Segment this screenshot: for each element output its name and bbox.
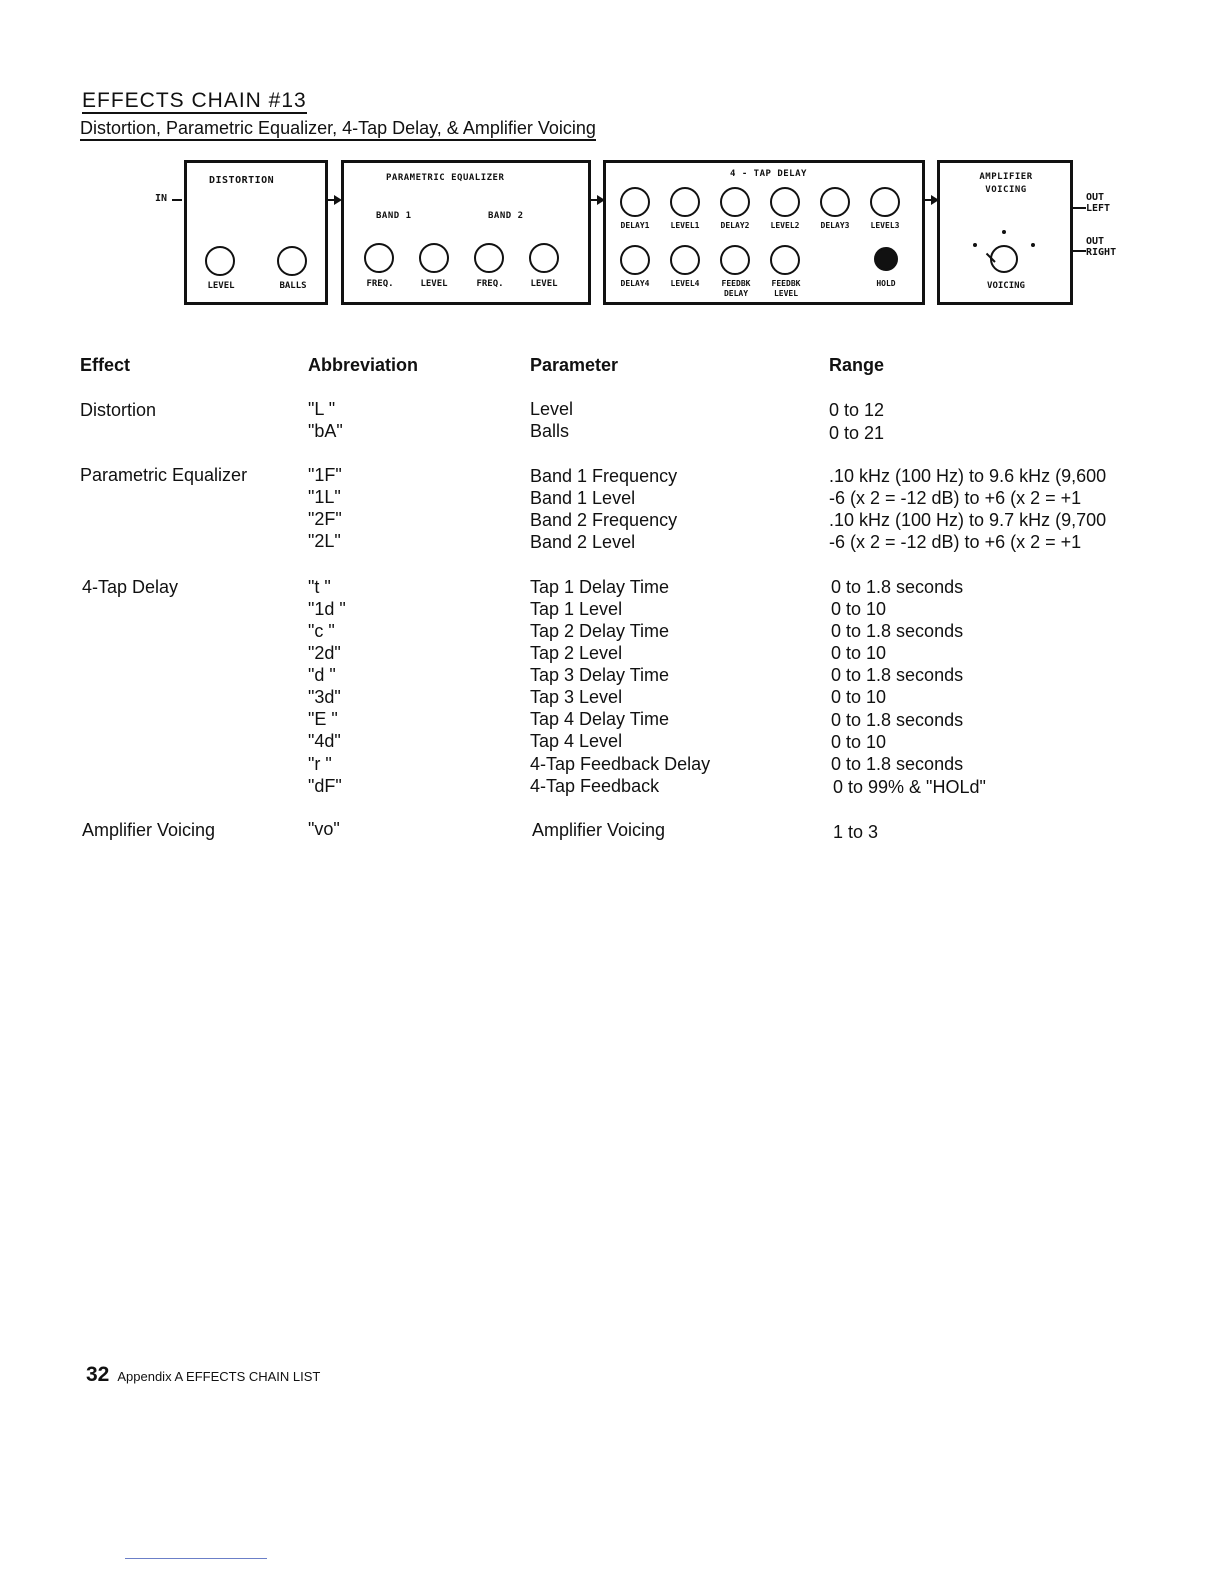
table-row: 0 to 12 bbox=[829, 400, 885, 420]
effect-amplifier-voicing: Amplifier Voicing bbox=[82, 820, 216, 840]
page-subtitle: Distortion, Parametric Equalizer, 4-Tap Delay, & Amplifier Voicing bbox=[80, 118, 596, 141]
table-row: "d " bbox=[308, 665, 336, 685]
feedback-delay-knob[interactable] bbox=[720, 245, 750, 275]
table-row: Tap 4 Level bbox=[530, 731, 623, 751]
table-row: "1d " bbox=[308, 599, 346, 619]
feedback-level-knob[interactable] bbox=[770, 245, 800, 275]
band2-level-knob[interactable] bbox=[529, 243, 559, 273]
table-row: 0 to 1.8 seconds bbox=[831, 665, 964, 685]
effect-parametric-equalizer: Parametric Equalizer bbox=[80, 465, 248, 485]
table-row: .10 kHz (100 Hz) to 9.7 kHz (9,700 bbox=[829, 510, 1107, 530]
distortion-title: DISTORTION bbox=[209, 175, 275, 186]
table-row: Amplifier Voicing bbox=[532, 820, 666, 840]
delay4-label: DELAY4 bbox=[620, 279, 650, 288]
distortion-balls-label: BALLS bbox=[279, 281, 307, 291]
level3-knob[interactable] bbox=[870, 187, 900, 217]
effects-chain-diagram bbox=[0, 0, 1224, 320]
table-row: Band 1 Level bbox=[530, 488, 636, 508]
level2-knob[interactable] bbox=[770, 187, 800, 217]
table-row: "2L" bbox=[308, 531, 341, 551]
table-row: 0 to 10 bbox=[831, 732, 887, 752]
table-row: Tap 3 Delay Time bbox=[530, 665, 670, 685]
hold-button[interactable] bbox=[874, 247, 898, 271]
table-row: Band 2 Level bbox=[530, 532, 636, 552]
table-row: "E " bbox=[308, 709, 338, 729]
page-title: EFFECTS CHAIN #13 bbox=[82, 89, 307, 112]
voicing-position-1 bbox=[973, 243, 977, 247]
band1-level-knob[interactable] bbox=[419, 243, 449, 273]
in-label: IN bbox=[155, 193, 168, 204]
level1-knob[interactable] bbox=[670, 187, 700, 217]
table-row: 0 to 1.8 seconds bbox=[831, 754, 964, 774]
table-row: Tap 1 Delay Time bbox=[530, 577, 670, 597]
delay3-knob[interactable] bbox=[820, 187, 850, 217]
header-parameter: Parameter bbox=[530, 355, 619, 375]
table-row: "1L" bbox=[308, 487, 341, 507]
out-left-wire bbox=[1072, 207, 1086, 209]
band1-label: BAND 1 bbox=[376, 211, 412, 221]
in-wire bbox=[172, 199, 182, 201]
delay1-knob[interactable] bbox=[620, 187, 650, 217]
table-row: "4d" bbox=[308, 731, 341, 751]
table-row: 0 to 99% & "HOLd" bbox=[833, 777, 986, 797]
table-row: 4-Tap Feedback bbox=[530, 776, 660, 796]
level4-label: LEVEL4 bbox=[670, 279, 700, 288]
equalizer-title: PARAMETRIC EQUALIZER bbox=[386, 173, 505, 183]
table-row: 0 to 10 bbox=[831, 599, 887, 619]
feedback-level-label: FEEDBK LEVEL bbox=[771, 279, 801, 298]
amplifier-title: AMPLIFIER VOICING bbox=[979, 172, 1033, 195]
distortion-level-knob[interactable] bbox=[205, 246, 235, 276]
table-row: Tap 3 Level bbox=[530, 687, 623, 707]
out-right-label: OUT RIGHT bbox=[1086, 236, 1117, 258]
page-footer bbox=[86, 1363, 320, 1387]
band1-freq-knob[interactable] bbox=[364, 243, 394, 273]
hold-label: HOLD bbox=[876, 279, 896, 288]
band1-level-label: LEVEL bbox=[420, 279, 448, 289]
table-row: -6 (x 2 = -12 dB) to +6 (x 2 = +1 bbox=[829, 488, 1082, 508]
out-left-label: OUT LEFT bbox=[1086, 192, 1111, 214]
table-row: "r " bbox=[308, 754, 332, 774]
voicing-label: VOICING bbox=[987, 281, 1025, 291]
table-row: "3d" bbox=[308, 687, 341, 707]
table-row: 0 to 1.8 seconds bbox=[831, 621, 964, 641]
table-row: "2F" bbox=[308, 509, 342, 529]
band1-freq-label: FREQ. bbox=[366, 279, 394, 289]
delay2-label: DELAY2 bbox=[720, 221, 750, 230]
band2-level-label: LEVEL bbox=[530, 279, 558, 289]
table-row: 4-Tap Feedback Delay bbox=[530, 754, 711, 774]
table-row: 0 to 10 bbox=[831, 687, 887, 707]
table-row: "t " bbox=[308, 577, 331, 597]
distortion-level-label: LEVEL bbox=[207, 281, 235, 291]
level3-label: LEVEL3 bbox=[870, 221, 900, 230]
delay-box bbox=[603, 160, 925, 305]
table-row: Tap 1 Level bbox=[530, 599, 623, 619]
header-abbreviation: Abbreviation bbox=[308, 355, 419, 375]
page-number: 32 bbox=[86, 1363, 110, 1386]
table-row: .10 kHz (100 Hz) to 9.6 kHz (9,600 bbox=[829, 466, 1107, 486]
header-effect: Effect bbox=[80, 355, 131, 375]
table-row: "dF" bbox=[308, 776, 342, 796]
table-row: Band 2 Frequency bbox=[530, 510, 678, 530]
band2-freq-knob[interactable] bbox=[474, 243, 504, 273]
voicing-knob[interactable] bbox=[990, 245, 1018, 273]
table-row: "L " bbox=[308, 399, 336, 419]
effect-4-tap-delay: 4-Tap Delay bbox=[82, 577, 179, 597]
voicing-position-3 bbox=[1031, 243, 1035, 247]
level4-knob[interactable] bbox=[670, 245, 700, 275]
delay3-label: DELAY3 bbox=[820, 221, 850, 230]
table-row: "1F" bbox=[308, 465, 342, 485]
table-row: 0 to 10 bbox=[831, 643, 887, 663]
table-row: -6 (x 2 = -12 dB) to +6 (x 2 = +1 bbox=[829, 532, 1082, 552]
distortion-box bbox=[184, 160, 328, 305]
table-row: 0 to 21 bbox=[829, 423, 885, 443]
table-row: Tap 2 Delay Time bbox=[530, 621, 670, 641]
band2-freq-label: FREQ. bbox=[476, 279, 504, 289]
table-row: Balls bbox=[530, 421, 570, 441]
table-row: "bA" bbox=[308, 421, 343, 441]
effect-distortion: Distortion bbox=[80, 400, 157, 420]
level1-label: LEVEL1 bbox=[670, 221, 700, 230]
table-row: Level bbox=[530, 399, 574, 419]
table-row: "c " bbox=[308, 621, 335, 641]
feedback-delay-label: FEEDBK DELAY bbox=[721, 279, 751, 298]
table-row: 0 to 1.8 seconds bbox=[831, 577, 964, 597]
delay-title: 4 - TAP DELAY bbox=[730, 169, 807, 179]
out-right-wire bbox=[1072, 250, 1086, 252]
delay1-label: DELAY1 bbox=[620, 221, 650, 230]
equalizer-box bbox=[341, 160, 591, 305]
footer-text: Appendix A EFFECTS CHAIN LIST bbox=[117, 1369, 321, 1384]
table-row: Tap 4 Delay Time bbox=[530, 709, 670, 729]
table-row: "2d" bbox=[308, 643, 341, 663]
level2-label: LEVEL2 bbox=[770, 221, 800, 230]
table-row: Tap 2 Level bbox=[530, 643, 623, 663]
delay2-knob[interactable] bbox=[720, 187, 750, 217]
table-row: Band 1 Frequency bbox=[530, 466, 678, 486]
table-row: 1 to 3 bbox=[833, 822, 879, 842]
bottom-divider bbox=[125, 1558, 267, 1559]
distortion-balls-knob[interactable] bbox=[277, 246, 307, 276]
header-range: Range bbox=[829, 355, 885, 375]
band2-label: BAND 2 bbox=[488, 211, 524, 221]
table-row: 0 to 1.8 seconds bbox=[831, 710, 964, 730]
voicing-position-2 bbox=[1002, 230, 1006, 234]
delay4-knob[interactable] bbox=[620, 245, 650, 275]
table-row: "vo" bbox=[308, 819, 340, 839]
voicing-knob-pointer bbox=[986, 253, 996, 263]
amplifier-box bbox=[937, 160, 1073, 305]
